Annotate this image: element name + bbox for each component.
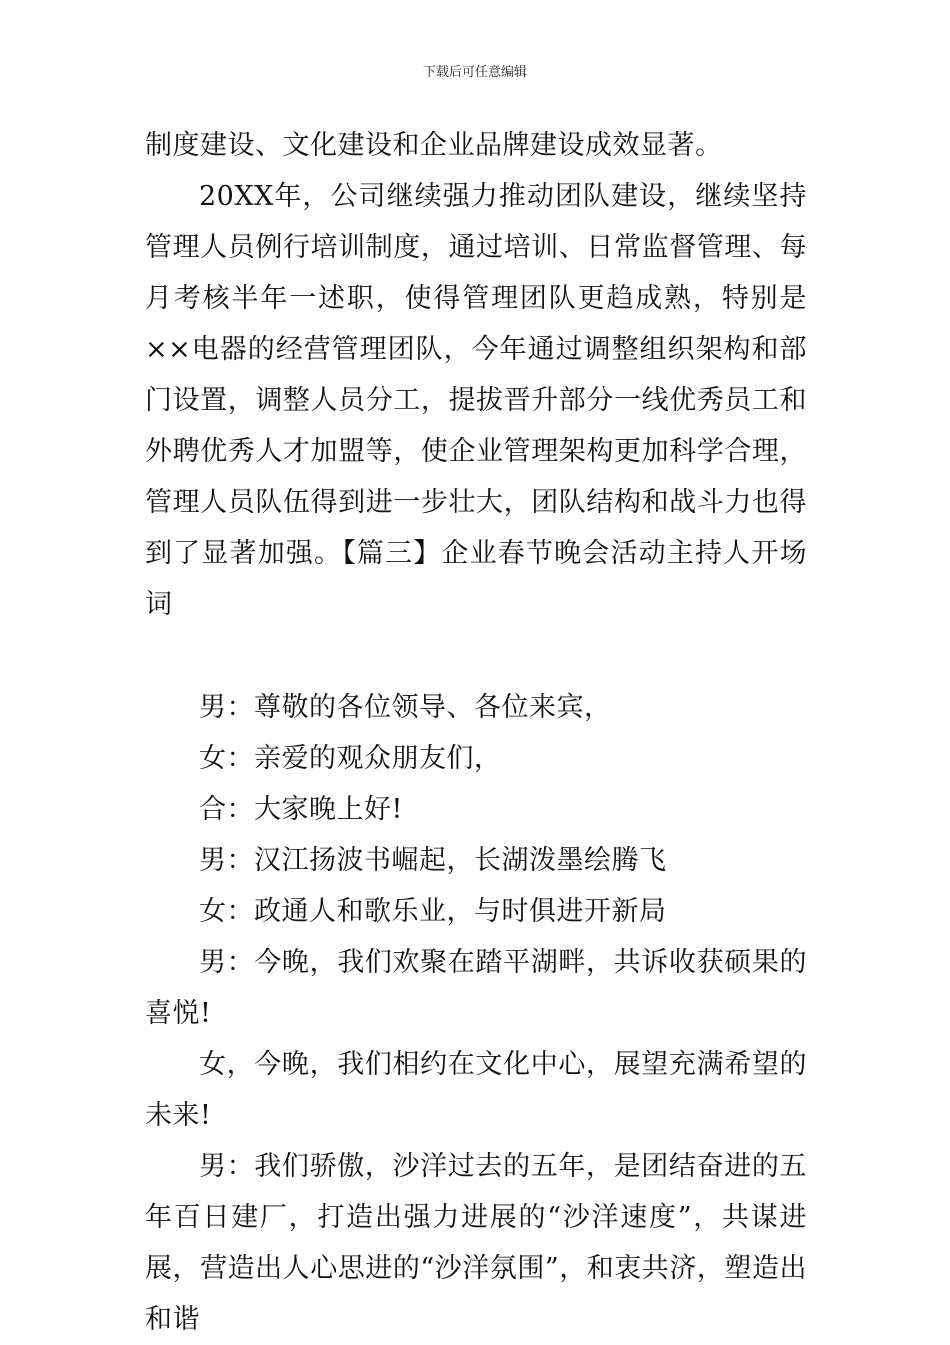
- dialogue-line: 女：亲爱的观众朋友们，: [199, 743, 502, 774]
- document-body: [145, 120, 807, 1345]
- dialogue-line: 男：尊敬的各位领导、各位来宾，: [199, 692, 612, 723]
- dialogue-line: 合：大家晚上好!: [199, 794, 403, 825]
- host-dialogue: [145, 682, 807, 1345]
- dialogue-line: 女，今晚，我们相约在文化中心，展望充满希望的未来!: [145, 1049, 807, 1131]
- paragraph-continuation: 制度建设、文化建设和企业品牌建设成效显著。: [145, 130, 723, 161]
- dialogue-line: 男：我们骄傲，沙洋过去的五年，是团结奋进的五年百日建厂，打造出强力进展的“沙洋速度”，共谋进展，营造出人心思进的“沙洋氛围”，和衷共济，塑造出和谐: [145, 1151, 807, 1335]
- paragraph-team-building: 20XX年，公司继续强力推动团队建设，继续坚持管理人员例行培训制度，通过培训、日常监督管理、每月考核半年一述职，使得管理团队更趋成熟，特别是××电器的经营管理团队，今年通过调整组织架构和部门设置，调整人员分工，提拔晋升部分一线优秀员工和外聘优秀人才加盟等，使企业管理架构更加科学合理，管理人员队伍得到进一步壮大，团队结构和战斗力也得到了显著加强。【篇三】企业春节晚会活动主持人开场词: [145, 181, 807, 620]
- dialogue-line: 男：今晚，我们欢聚在踏平湖畔，共诉收获硕果的喜悦!: [145, 947, 807, 1029]
- dialogue-line: 男：汉江扬波书崛起，长湖泼墨绘腾飞: [199, 845, 667, 876]
- page-header: 下载后可任意编辑: [422, 65, 527, 80]
- dialogue-line: 女：政通人和歌乐业，与时俱进开新局: [199, 896, 667, 927]
